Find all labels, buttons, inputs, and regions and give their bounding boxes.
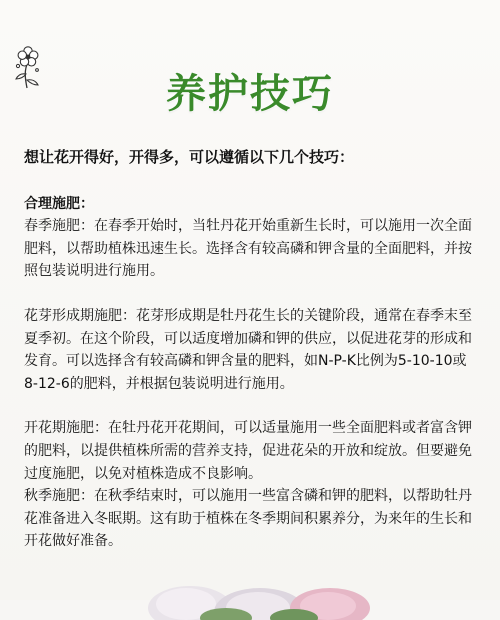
paragraph-bud-stage: 花芽形成期施肥：花芽形成期是牡丹花生长的关键阶段，通常在春季末至夏季初。在这个阶段，可以适度增加磷和钾的供应，以促进花芽的形成和发育。可以选择含有较高磷和钾含量的肥料，如N-P-K比例为5-10-10或8-12-6的肥料，并根据包装说明进行施用。 (24, 307, 472, 392)
paragraph-autumn: 秋季施肥：在秋季结束时，可以施用一些富含磷和钾的肥料，以帮助牡丹花准备进入冬眠期。这有助于植株在冬季期间积累养分，为来年的生长和开花做好准备。 (24, 488, 472, 550)
page-title: 养护技巧 (166, 71, 334, 117)
section-heading: 合理施肥： (24, 195, 94, 212)
spacer (24, 283, 476, 305)
intro-text: 想让花开得好，开得多，可以遵循以下几个技巧： (24, 148, 355, 166)
paragraph-flowering: 开花期施肥：在牡丹花开花期间，可以适量施用一些全面肥料或者富含钾的肥料，以提供植株所需的营养支持，促进花朵的开放和绽放。但要避免过度施肥，以免对植株造成不良影响。 (24, 420, 472, 482)
peony-flowers-image (140, 560, 380, 620)
article-body (24, 140, 476, 553)
paragraph-spring: 春季施肥：在春季开始时，当牡丹花开始重新生长时，可以施用一次全面肥料，以帮助植株迅速生长。选择含有较高磷和钾含量的全面肥料，并按照包装说明进行施用。 (24, 218, 472, 280)
spacer (24, 395, 476, 417)
